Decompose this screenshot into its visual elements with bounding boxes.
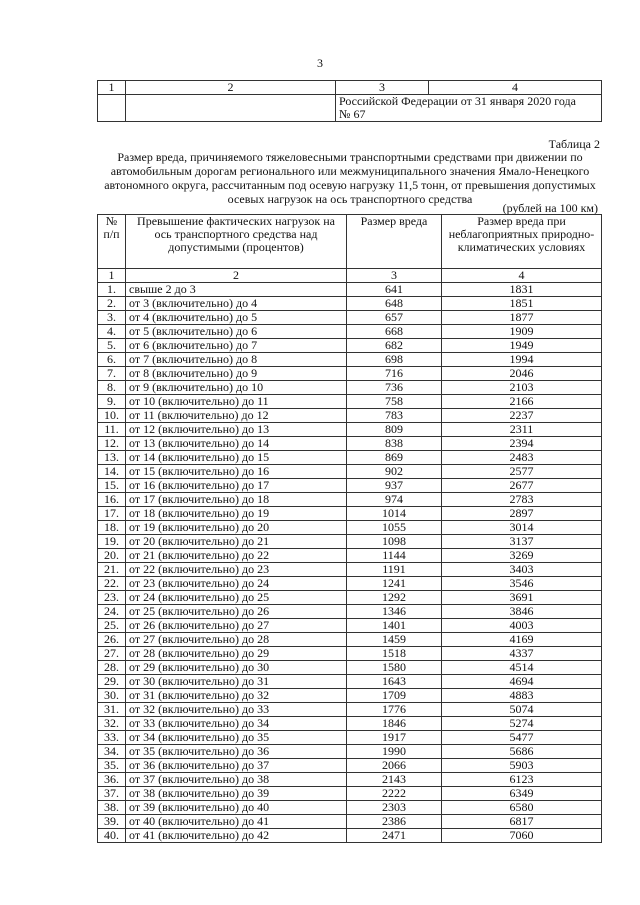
damage-adverse-value: 4514 — [442, 661, 602, 675]
excess-range: от 9 (включительно) до 10 — [126, 381, 347, 395]
table-row — [98, 423, 602, 437]
table-row — [98, 745, 602, 759]
damage-value: 2471 — [347, 829, 442, 843]
damage-value: 1346 — [347, 605, 442, 619]
damage-adverse-value: 1949 — [442, 339, 602, 353]
continuation-line: Российской Федерации от 31 января 2020 года — [339, 94, 576, 108]
excess-range: от 21 (включительно) до 22 — [126, 549, 347, 563]
col-number: 2 — [126, 269, 347, 283]
damage-adverse-value: 3137 — [442, 535, 602, 549]
continuation-header-row — [98, 81, 602, 95]
excess-range: от 14 (включительно) до 15 — [126, 451, 347, 465]
table-row — [98, 521, 602, 535]
damage-value: 716 — [347, 367, 442, 381]
damage-value: 1098 — [347, 535, 442, 549]
damage-adverse-value: 3546 — [442, 577, 602, 591]
row-number: 17. — [98, 507, 126, 521]
excess-range: от 13 (включительно) до 14 — [126, 437, 347, 451]
table-row — [98, 675, 602, 689]
excess-range: от 15 (включительно) до 16 — [126, 465, 347, 479]
damage-adverse-value: 3691 — [442, 591, 602, 605]
damage-value: 1518 — [347, 647, 442, 661]
damage-adverse-value: 6123 — [442, 773, 602, 787]
row-number: 21. — [98, 563, 126, 577]
row-number: 25. — [98, 619, 126, 633]
excess-range: от 22 (включительно) до 23 — [126, 563, 347, 577]
row-number: 3. — [98, 311, 126, 325]
damage-adverse-value: 3403 — [442, 563, 602, 577]
excess-range: от 34 (включительно) до 35 — [126, 731, 347, 745]
table-row — [98, 367, 602, 381]
row-number: 10. — [98, 409, 126, 423]
empty-cell — [126, 95, 336, 122]
table-row — [98, 549, 602, 563]
damage-value: 1055 — [347, 521, 442, 535]
row-number: 24. — [98, 605, 126, 619]
damage-value: 1191 — [347, 563, 442, 577]
excess-range: от 37 (включительно) до 38 — [126, 773, 347, 787]
damage-adverse-value: 7060 — [442, 829, 602, 843]
table-row — [98, 787, 602, 801]
table-row — [98, 395, 602, 409]
row-number: 39. — [98, 815, 126, 829]
column-number-row — [98, 269, 602, 283]
damage-value: 657 — [347, 311, 442, 325]
damage-value: 1144 — [347, 549, 442, 563]
row-number: 19. — [98, 535, 126, 549]
excess-range: от 39 (включительно) до 40 — [126, 801, 347, 815]
damage-adverse-value: 4883 — [442, 689, 602, 703]
table-row — [98, 479, 602, 493]
col-number: 3 — [336, 81, 429, 95]
damage-adverse-value: 2783 — [442, 493, 602, 507]
col-number: 4 — [429, 81, 602, 95]
row-number: 36. — [98, 773, 126, 787]
row-number: 5. — [98, 339, 126, 353]
damage-adverse-value: 5686 — [442, 745, 602, 759]
table-row — [98, 451, 602, 465]
col-number: 2 — [126, 81, 336, 95]
damage-adverse-value: 2394 — [442, 437, 602, 451]
table-row — [98, 493, 602, 507]
damage-value: 1990 — [347, 745, 442, 759]
damage-adverse-value: 4003 — [442, 619, 602, 633]
table-row — [98, 283, 602, 297]
damage-adverse-value: 2577 — [442, 465, 602, 479]
table-label: Таблица 2 — [548, 137, 600, 151]
damage-adverse-value: 1909 — [442, 325, 602, 339]
damage-value: 974 — [347, 493, 442, 507]
table-row — [98, 759, 602, 773]
damage-value: 1846 — [347, 717, 442, 731]
damage-adverse-value: 1994 — [442, 353, 602, 367]
excess-range: свыше 2 до 3 — [126, 283, 347, 297]
damage-adverse-value: 4694 — [442, 675, 602, 689]
damage-value: 783 — [347, 409, 442, 423]
damage-value: 1292 — [347, 591, 442, 605]
col-number: 1 — [98, 269, 126, 283]
table-row — [98, 689, 602, 703]
damage-value: 2386 — [347, 815, 442, 829]
damage-value: 1709 — [347, 689, 442, 703]
damage-value: 869 — [347, 451, 442, 465]
excess-range: от 29 (включительно) до 30 — [126, 661, 347, 675]
page-number: 3 — [317, 56, 323, 70]
table-row — [98, 297, 602, 311]
excess-range: от 40 (включительно) до 41 — [126, 815, 347, 829]
damage-value: 1917 — [347, 731, 442, 745]
excess-range: от 8 (включительно) до 9 — [126, 367, 347, 381]
table-row — [98, 605, 602, 619]
table-row — [98, 815, 602, 829]
damage-table — [97, 214, 602, 843]
damage-adverse-value: 1877 — [442, 311, 602, 325]
row-number: 31. — [98, 703, 126, 717]
row-number: 8. — [98, 381, 126, 395]
table-row — [98, 563, 602, 577]
excess-range: от 35 (включительно) до 36 — [126, 745, 347, 759]
damage-adverse-value: 2311 — [442, 423, 602, 437]
header-number: № п/п — [98, 215, 126, 269]
damage-value: 682 — [347, 339, 442, 353]
header-damage: Размер вреда — [347, 215, 442, 269]
table-row — [98, 703, 602, 717]
table-row — [98, 577, 602, 591]
col-number: 1 — [98, 81, 126, 95]
excess-range: от 28 (включительно) до 29 — [126, 647, 347, 661]
row-number: 1. — [98, 283, 126, 297]
row-number: 32. — [98, 717, 126, 731]
row-number: 28. — [98, 661, 126, 675]
damage-value: 758 — [347, 395, 442, 409]
row-number: 29. — [98, 675, 126, 689]
excess-range: от 4 (включительно) до 5 — [126, 311, 347, 325]
row-number: 12. — [98, 437, 126, 451]
damage-value: 838 — [347, 437, 442, 451]
table-row — [98, 591, 602, 605]
empty-cell — [98, 95, 126, 122]
damage-adverse-value: 2103 — [442, 381, 602, 395]
excess-range: от 3 (включительно) до 4 — [126, 297, 347, 311]
table-row — [98, 633, 602, 647]
damage-adverse-value: 2166 — [442, 395, 602, 409]
col-number: 4 — [442, 269, 602, 283]
row-number: 7. — [98, 367, 126, 381]
damage-adverse-value: 4337 — [442, 647, 602, 661]
excess-range: от 33 (включительно) до 34 — [126, 717, 347, 731]
excess-range: от 6 (включительно) до 7 — [126, 339, 347, 353]
row-number: 6. — [98, 353, 126, 367]
excess-range: от 5 (включительно) до 6 — [126, 325, 347, 339]
row-number: 27. — [98, 647, 126, 661]
damage-value: 2066 — [347, 759, 442, 773]
row-number: 37. — [98, 787, 126, 801]
damage-adverse-value: 3846 — [442, 605, 602, 619]
row-number: 13. — [98, 451, 126, 465]
row-number: 35. — [98, 759, 126, 773]
damage-value: 648 — [347, 297, 442, 311]
header-damage-adverse: Размер вреда при неблагоприятных природно-климатических условиях — [442, 215, 602, 269]
damage-value: 736 — [347, 381, 442, 395]
continuation-table — [97, 80, 602, 122]
table-row — [98, 801, 602, 815]
table-row — [98, 311, 602, 325]
excess-range: от 25 (включительно) до 26 — [126, 605, 347, 619]
damage-value: 2222 — [347, 787, 442, 801]
excess-range: от 23 (включительно) до 24 — [126, 577, 347, 591]
damage-adverse-value: 5274 — [442, 717, 602, 731]
row-number: 30. — [98, 689, 126, 703]
excess-range: от 24 (включительно) до 25 — [126, 591, 347, 605]
damage-value: 2143 — [347, 773, 442, 787]
damage-adverse-value: 3014 — [442, 521, 602, 535]
table-row — [98, 661, 602, 675]
damage-value: 1776 — [347, 703, 442, 717]
excess-range: от 20 (включительно) до 21 — [126, 535, 347, 549]
damage-adverse-value: 2046 — [442, 367, 602, 381]
row-number: 15. — [98, 479, 126, 493]
header-excess: Превышение фактических нагрузок на ось транспортного средства над допустимыми (процентов) — [126, 215, 347, 269]
damage-value: 1459 — [347, 633, 442, 647]
excess-range: от 16 (включительно) до 17 — [126, 479, 347, 493]
damage-value: 1241 — [347, 577, 442, 591]
row-number: 23. — [98, 591, 126, 605]
row-number: 20. — [98, 549, 126, 563]
table-row — [98, 353, 602, 367]
table-row — [98, 731, 602, 745]
damage-value: 809 — [347, 423, 442, 437]
damage-adverse-value: 5074 — [442, 703, 602, 717]
table-row — [98, 409, 602, 423]
damage-value: 641 — [347, 283, 442, 297]
excess-range: от 12 (включительно) до 13 — [126, 423, 347, 437]
table-row — [98, 647, 602, 661]
row-number: 14. — [98, 465, 126, 479]
header-row — [98, 215, 602, 269]
row-number: 40. — [98, 829, 126, 843]
table-row — [98, 829, 602, 843]
row-number: 16. — [98, 493, 126, 507]
excess-range: от 26 (включительно) до 27 — [126, 619, 347, 633]
damage-adverse-value: 1831 — [442, 283, 602, 297]
col-number: 3 — [347, 269, 442, 283]
row-number: 38. — [98, 801, 126, 815]
row-number: 9. — [98, 395, 126, 409]
damage-adverse-value: 6817 — [442, 815, 602, 829]
damage-adverse-value: 2483 — [442, 451, 602, 465]
damage-value: 2303 — [347, 801, 442, 815]
damage-value: 937 — [347, 479, 442, 493]
row-number: 18. — [98, 521, 126, 535]
table-row — [98, 535, 602, 549]
excess-range: от 36 (включительно) до 37 — [126, 759, 347, 773]
table-row — [98, 325, 602, 339]
row-number: 22. — [98, 577, 126, 591]
damage-value: 1643 — [347, 675, 442, 689]
table-row — [98, 773, 602, 787]
excess-range: от 31 (включительно) до 32 — [126, 689, 347, 703]
row-number: 33. — [98, 731, 126, 745]
excess-range: от 7 (включительно) до 8 — [126, 353, 347, 367]
damage-adverse-value: 6580 — [442, 801, 602, 815]
continuation-row — [98, 95, 602, 122]
damage-adverse-value: 2897 — [442, 507, 602, 521]
table-row — [98, 437, 602, 451]
excess-range: от 18 (включительно) до 19 — [126, 507, 347, 521]
units-note: (рублей на 100 км) — [502, 201, 598, 215]
damage-adverse-value: 4169 — [442, 633, 602, 647]
damage-adverse-value: 5477 — [442, 731, 602, 745]
table-row — [98, 465, 602, 479]
excess-range: от 30 (включительно) до 31 — [126, 675, 347, 689]
excess-range: от 38 (включительно) до 39 — [126, 787, 347, 801]
table-row — [98, 507, 602, 521]
row-number: 2. — [98, 297, 126, 311]
excess-range: от 32 (включительно) до 33 — [126, 703, 347, 717]
damage-value: 1580 — [347, 661, 442, 675]
excess-range: от 41 (включительно) до 42 — [126, 829, 347, 843]
damage-adverse-value: 1851 — [442, 297, 602, 311]
excess-range: от 11 (включительно) до 12 — [126, 409, 347, 423]
excess-range: от 27 (включительно) до 28 — [126, 633, 347, 647]
damage-value: 698 — [347, 353, 442, 367]
excess-range: от 17 (включительно) до 18 — [126, 493, 347, 507]
damage-adverse-value: 6349 — [442, 787, 602, 801]
damage-adverse-value: 5903 — [442, 759, 602, 773]
row-number: 26. — [98, 633, 126, 647]
row-number: 11. — [98, 423, 126, 437]
continuation-line: № 67 — [339, 107, 366, 121]
row-number: 4. — [98, 325, 126, 339]
damage-value: 1401 — [347, 619, 442, 633]
continuation-text — [336, 95, 602, 122]
damage-adverse-value: 2677 — [442, 479, 602, 493]
damage-adverse-value: 3269 — [442, 549, 602, 563]
table-title: Размер вреда, причиняемого тяжеловесными транспортными средствами при движении по автомобильным дорогам регионального или межмуниципального значения Ямало-Ненецкого автономного округа, рассчитанным под осевую нагрузку 11,5 тонн, от превышения допустимых осевых нагрузок на ось транспортного средства — [104, 150, 596, 206]
damage-value: 1014 — [347, 507, 442, 521]
row-number: 34. — [98, 745, 126, 759]
damage-adverse-value: 2237 — [442, 409, 602, 423]
table-row — [98, 381, 602, 395]
damage-value: 668 — [347, 325, 442, 339]
table-row — [98, 717, 602, 731]
damage-value: 902 — [347, 465, 442, 479]
table-row — [98, 339, 602, 353]
excess-range: от 19 (включительно) до 20 — [126, 521, 347, 535]
table-row — [98, 619, 602, 633]
excess-range: от 10 (включительно) до 11 — [126, 395, 347, 409]
